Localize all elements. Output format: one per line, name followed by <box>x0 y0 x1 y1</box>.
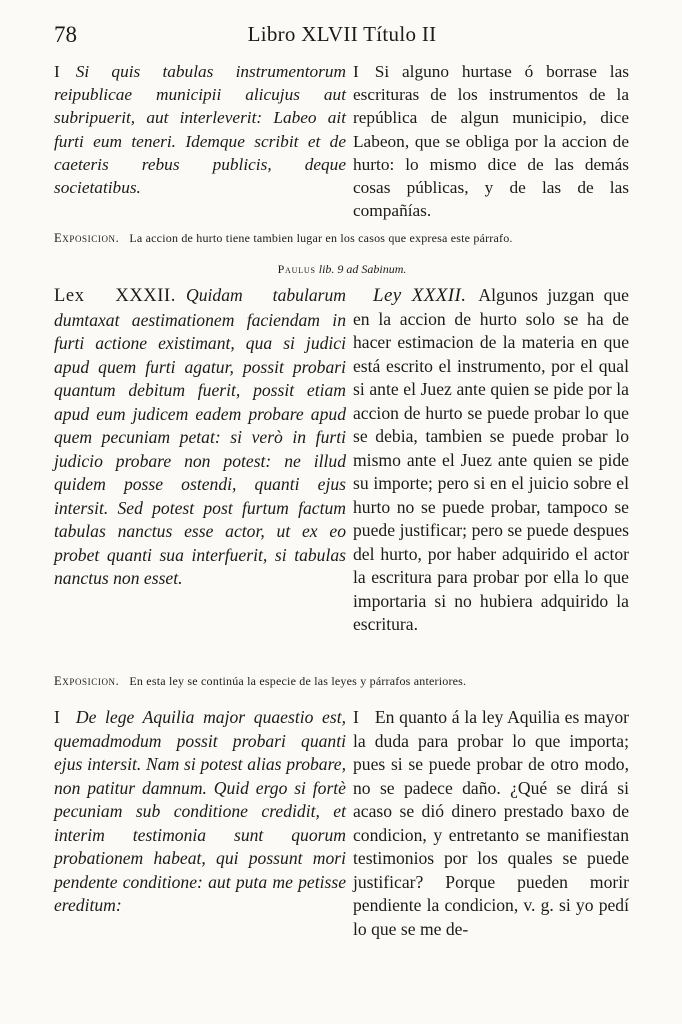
running-title: Libro XLVII Título II <box>247 22 437 46</box>
latin-paragraph-3 <box>54 706 346 918</box>
exposition-label: Exposicion. <box>54 231 120 245</box>
paragraph-number: I <box>353 707 359 727</box>
source-citation <box>54 262 630 277</box>
latin-law-32 <box>54 284 346 591</box>
spanish-text: Si alguno hurtase ó borrase las escrituras de los instrumentos de la república de algun municipio, dice Labeon, que se obliga por la accion de hurto: lo mismo dice de las demás cosas públicas, y de las de las compañías. <box>353 62 629 221</box>
page-header <box>54 22 630 52</box>
latin-text: Si quis tabulas instrumentorum reipublicae municipii alicujus aut subripuerit, aut interleverit: Labeo ait furti eum teneri. Idemque scribit et de caeteris rebus publicis, deque societatibus. <box>54 62 346 198</box>
citation-source: lib. 9 ad Sabinum. <box>318 262 407 276</box>
citation-author: Paulus <box>277 262 316 276</box>
spanish-text: En quanto á la ley Aquilia es mayor la duda para probar lo que importa; pues si se puede probar de otro modo, no se padece daño. ¿Qué se dirá si acaso se dió dinero prestado baxo de condicion, y entretanto se manifiestan testimonios por los quales se puede justificar? Porque pueden morir pendiente la condicion, v. g. si yo pedí lo que se me de- <box>353 707 629 939</box>
paragraph-number: I <box>54 62 60 81</box>
exposition-note-1 <box>54 231 630 246</box>
law-heading-spanish: Ley XXXII. <box>373 285 467 306</box>
paragraph-number: I <box>54 707 60 727</box>
latin-text: Quidam tabularum dumtaxat aestimationem faciendam in furti actione existimant, qua si judici apud quem furti agatur, possit probari quantum debitum fuerit, possit etiam apud eum judicem eadem probare apud quem pecuniam petat: si verò in furti judicio probare non potest: ne illud quidem posse ostendi, quanti ejus intersit. Sed potest post furtum factum tabulas nanctus esse actor, ut ex eo probet quanti sua interfuerit, si tabulas nanctus non esset. <box>54 285 346 588</box>
law-heading-latin: Lex XXXII. <box>54 286 176 306</box>
spanish-paragraph-1 <box>353 60 629 222</box>
paragraph-number: I <box>353 62 359 81</box>
latin-text: De lege Aquilia major quaestio est, quemadmodum possit probari quanti ejus intersit. Nam si potest alias probare, non patitur damnum. Quid ergo si fortè pecuniam sub conditione credidit, et interim testimonia sunt quorum probationem habeat, qui possunt mori pendente conditione: aut puta me petisse ereditum: <box>54 707 346 915</box>
exposition-text: La accion de hurto tiene tambien lugar en los casos que expresa este párrafo. <box>129 231 513 245</box>
spanish-law-32 <box>353 284 629 637</box>
exposition-label: Exposicion. <box>54 674 120 688</box>
spanish-text: Algunos juzgan que en la accion de hurto solo se ha de hacer estimacion de la materia en que está escrito el instrumento, por el qual si ante el Juez ante quien se pide por la accion de hurto se puede probar lo que se debia, tambien se puede probar lo mismo ante el Juez ante quien se pide su importe; pero si en el juicio sobre el hurto no se puede probar, tampoco se puede justificar; pero se puede despues del hurto, por haber adquirido el actor la escritura para probar por ella lo que importaria si no hubiera adquirido la escritura. <box>353 285 629 634</box>
latin-paragraph-1 <box>54 60 346 199</box>
exposition-text: En esta ley se continúa la especie de las leyes y párrafos anteriores. <box>129 674 467 688</box>
exposition-note-2 <box>54 674 630 689</box>
spanish-paragraph-3 <box>353 706 629 941</box>
page-number: 78 <box>54 22 77 47</box>
